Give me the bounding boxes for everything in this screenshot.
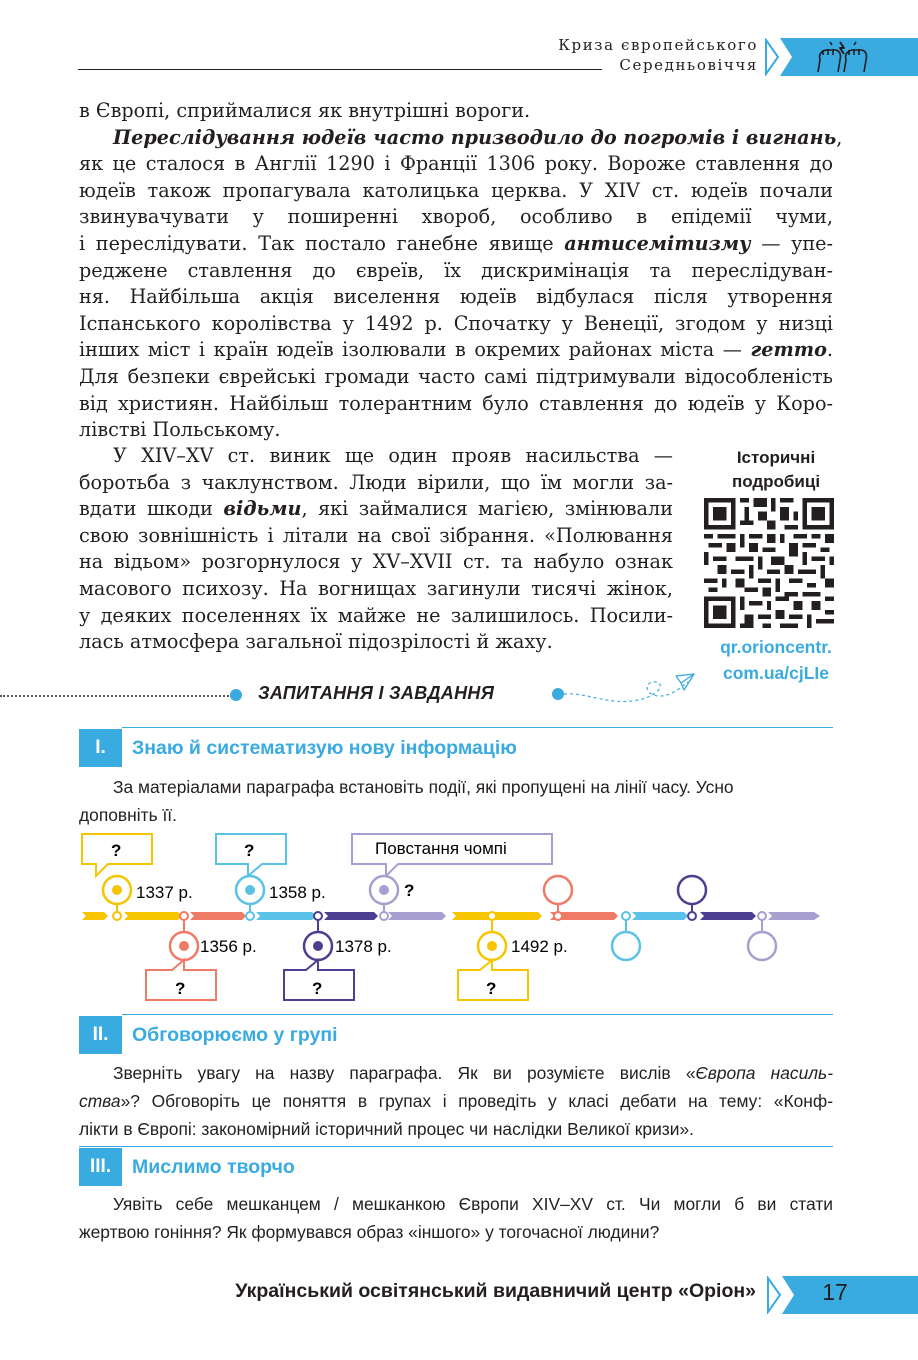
timeline-date-1356: 1356 р. bbox=[200, 937, 257, 956]
section2-title: Обговорюємо у групі bbox=[132, 1024, 338, 1046]
timeline-arrow-line bbox=[82, 912, 820, 920]
section2-number: II. bbox=[79, 1016, 122, 1054]
timeline-q-1356: ? bbox=[175, 979, 186, 998]
section1-text: За матеріалами параграфа встановіть події, які пропущені на лінії часу. Усно доповніть її. bbox=[79, 777, 734, 825]
timeline-q-1358: ? bbox=[244, 841, 255, 860]
timeline-q-1337: ? bbox=[111, 841, 122, 860]
paper-plane-icon bbox=[548, 670, 698, 710]
page-number: 17 bbox=[822, 1279, 848, 1305]
header-band bbox=[760, 38, 918, 76]
banner-dot-left bbox=[228, 686, 252, 704]
section3-title: Мислимо творчо bbox=[132, 1156, 295, 1178]
sidebar-qr-link[interactable]: qr.orioncentr. com.ua/cjLIe bbox=[720, 637, 832, 683]
timeline-q-ciompi: ? bbox=[404, 881, 415, 900]
timeline-date-1337: 1337 р. bbox=[136, 883, 193, 902]
timeline-date-1358: 1358 р. bbox=[269, 883, 326, 902]
term-ghetto: гетто bbox=[750, 338, 827, 362]
section3-text: Уявіть себе мешканцем / мешканкою Європи XIV–XV ст. Чи могли б ви стати жертвою гоніння? Як формувався образ «іншого» у тогочасної людини? bbox=[79, 1194, 833, 1242]
term-antisemitism: антисемітизму bbox=[564, 231, 751, 255]
questions-dotted-rule bbox=[0, 695, 232, 697]
timeline bbox=[0, 828, 918, 1010]
section2-rule bbox=[122, 1014, 833, 1015]
body-para-2-rest: юдеїв також пропагувала католицька церква. У XIV ст. юдеїв почали звинувачувати у поширенні хвороб, особливо в епідемії чуми, і переслідувати. Так постало ганебне явище антисемітизму — упе- реджене ставлення до євреїв, їх дискримінація та переслідуван- ня. Найбільша акція виселення юдеїв відбулася після утворення Іспанського королівства у 1492 р. Спочатку у Венеції, згодом у низці інших міст і країн юдеїв ізолювали в окремих районах міста — гетто. Для безпеки єврейські громади часто самі підтримували відособленість від християн. Найбільш толерантним було ставлення до юдеїв у Коро- лівстві Польському. bbox=[79, 178, 834, 442]
section1-rule bbox=[122, 727, 833, 728]
body-para-2-lines: як це сталося в Англії 1290 і Франції 1306 року. Вороже ставлення до bbox=[79, 152, 833, 176]
header-title-line1: Криза європейського bbox=[558, 36, 758, 54]
qr-code-icon[interactable] bbox=[704, 498, 834, 628]
section2-text: Зверніть увагу на назву параграфа. Як ви розумієте вислів «Європа насиль- ства»? Обговоріть це поняття в групах і проведіть у класі дебати на тему: «Конф- лікти в Європі: закономірний історичний процес чи наслідки Великої кризи». bbox=[79, 1063, 833, 1139]
timeline-q-1492: ? bbox=[486, 979, 497, 998]
section2-bottom-rule bbox=[79, 1146, 833, 1147]
timeline-q-1378: ? bbox=[312, 979, 323, 998]
term-witches: відьми bbox=[223, 497, 302, 521]
body-para-3: У XIV–XV ст. виник ще один прояв насильства — боротьба з чаклунством. Люди вірили, що їм могли за- вдати шкоди відьми, які займалися магією, змінювали свою зовнішність і літали на свої зібрання. «Полювання на відьом» розгорнулося у XV–XVII ст. та набуло ознак масового психозу. На вогнищах загинули тисячі жінок, у деяких поселеннях їх майже не залишилось. Посили- лась атмосфера загальної підозрілості й жаху. bbox=[79, 444, 673, 654]
footer-publisher: Український освітянський видавничий центр «Оріон» bbox=[235, 1280, 756, 1302]
questions-title: ЗАПИТАННЯ І ЗАВДАННЯ bbox=[258, 683, 495, 703]
header-rule bbox=[78, 69, 602, 70]
emphasis-persecution: Переслідування юдеїв часто призводило до погромів і вигнань bbox=[113, 125, 837, 149]
section3-number: III. bbox=[79, 1148, 122, 1186]
body-para-2: Переслідування юдеїв часто призводило до погромів і вигнань, bbox=[113, 125, 843, 149]
timeline-date-1492: 1492 р. bbox=[511, 937, 568, 956]
timeline-label-ciompi: Повстання чомпі bbox=[375, 839, 507, 858]
section1-number: I. bbox=[79, 729, 122, 767]
timeline-date-1378: 1378 р. bbox=[335, 937, 392, 956]
section1-title: Знаю й систематизую нову інформацію bbox=[132, 737, 517, 759]
sidebar-title: Історичні подробиці bbox=[731, 448, 821, 491]
body-para-1: в Європі, сприймалися як внутрішні вороги. bbox=[79, 99, 531, 122]
header-title-line2: Середньовіччя bbox=[619, 56, 758, 74]
